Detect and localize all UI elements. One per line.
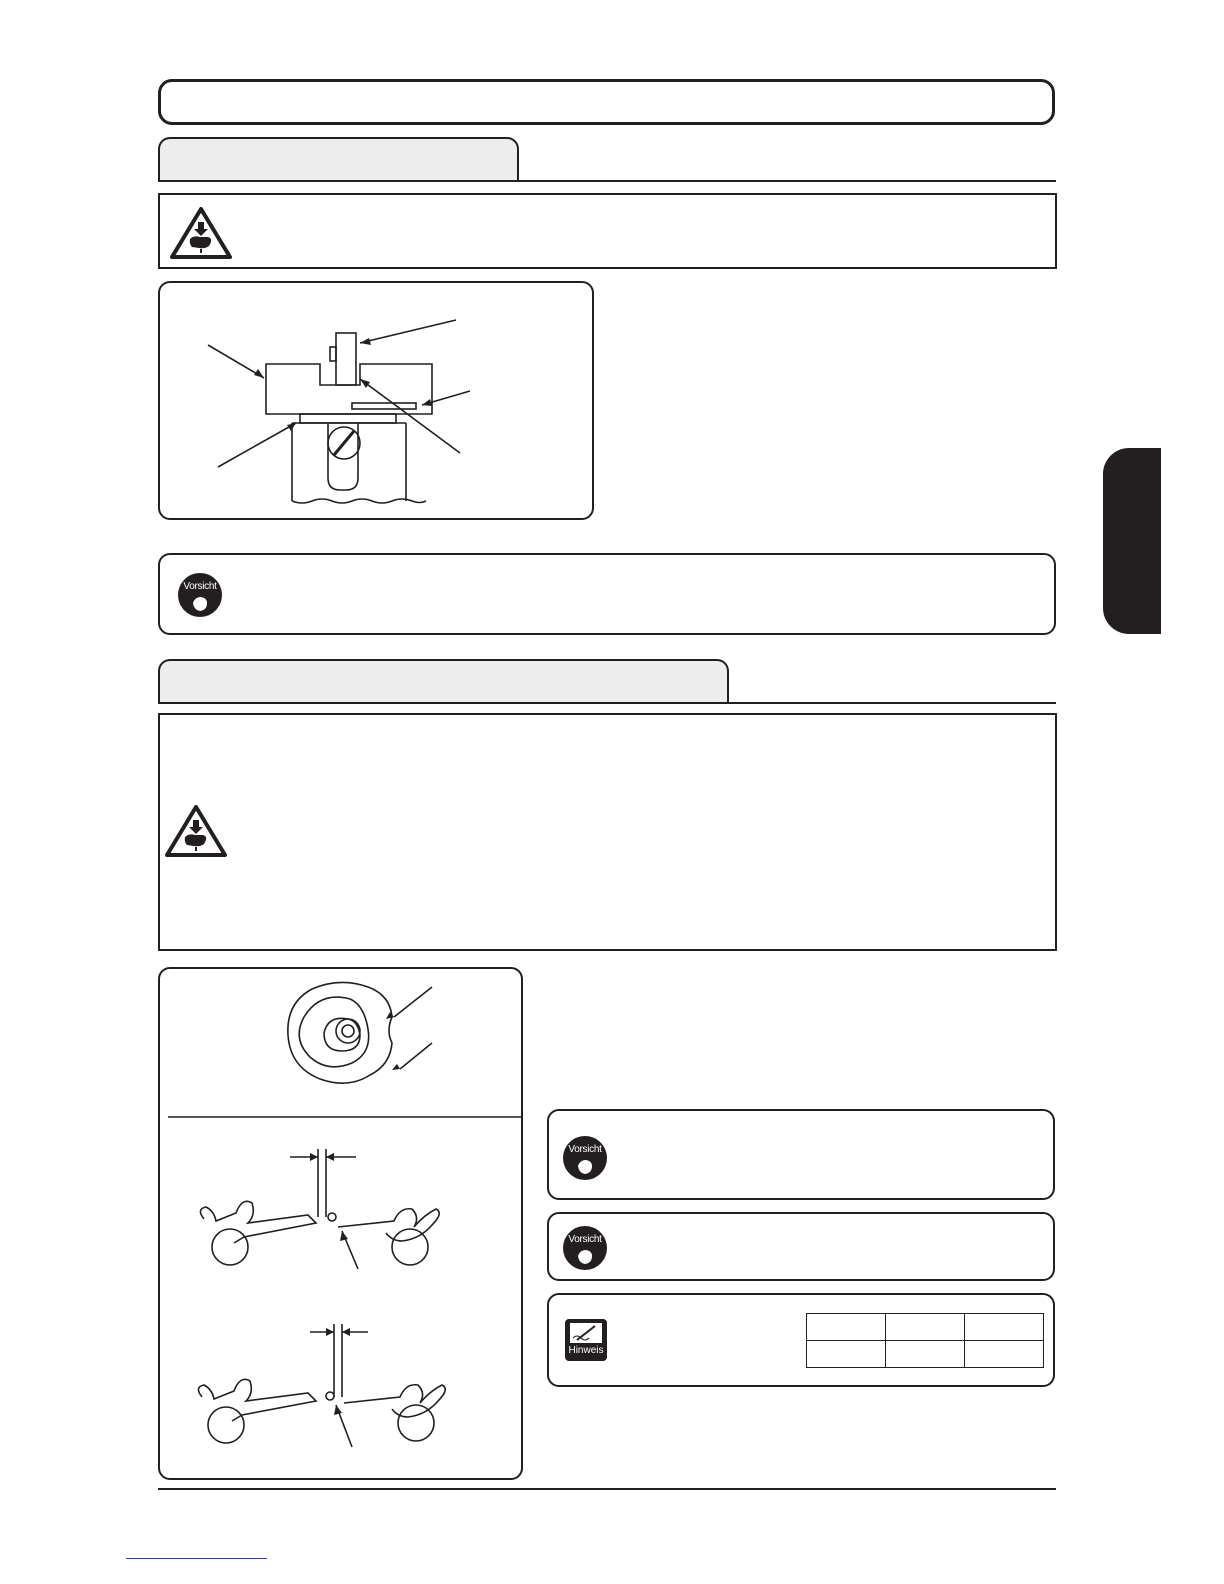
section-2-warning-box xyxy=(158,713,1057,951)
caution-badge xyxy=(563,1226,607,1270)
hand-caution-icon xyxy=(575,1246,595,1266)
caution-badge xyxy=(178,573,222,617)
caution-badge-label: Vorsicht xyxy=(568,1144,602,1155)
note-badge xyxy=(565,1319,607,1361)
table-row xyxy=(807,1314,1044,1341)
hand-crush-warning-icon xyxy=(165,805,227,857)
table-cell xyxy=(807,1314,886,1341)
section-2-caution-box-a xyxy=(547,1109,1055,1200)
section-1-warning-box xyxy=(158,193,1057,269)
looper-cam-diagram xyxy=(160,969,525,1482)
pencil-note-icon xyxy=(569,1322,603,1344)
language-side-tab xyxy=(1103,448,1161,634)
section-2-heading-rule xyxy=(158,702,1056,704)
section-1-heading-tab xyxy=(158,137,519,182)
table-cell xyxy=(965,1314,1044,1341)
section-1-caution-box xyxy=(158,553,1056,635)
hand-crush-warning-icon xyxy=(170,207,232,259)
table-cell xyxy=(886,1341,965,1368)
caution-badge-label: Vorsicht xyxy=(568,1234,602,1245)
page-bottom-rule xyxy=(158,1488,1056,1490)
caution-badge-label: Vorsicht xyxy=(183,581,217,592)
section-1-figure-panel xyxy=(158,281,594,520)
hand-caution-icon xyxy=(575,1156,595,1176)
note-badge-label: Hinweis xyxy=(568,1345,604,1356)
section-1-heading-rule xyxy=(158,180,1056,182)
section-2-figure-panel xyxy=(158,967,523,1480)
section-2-caution-box-b xyxy=(547,1212,1055,1281)
spec-table xyxy=(806,1313,1044,1368)
hand-caution-icon xyxy=(190,593,210,613)
page-title-bar xyxy=(158,79,1055,125)
table-cell xyxy=(886,1314,965,1341)
table-row xyxy=(807,1341,1044,1368)
table-cell xyxy=(807,1341,886,1368)
footer-link-underline[interactable] xyxy=(126,1558,267,1559)
section-2-heading-tab xyxy=(158,659,729,704)
table-cell xyxy=(965,1341,1044,1368)
caution-badge xyxy=(563,1136,607,1180)
section-2-note-box xyxy=(547,1293,1055,1387)
adjustment-diagram xyxy=(160,283,596,522)
